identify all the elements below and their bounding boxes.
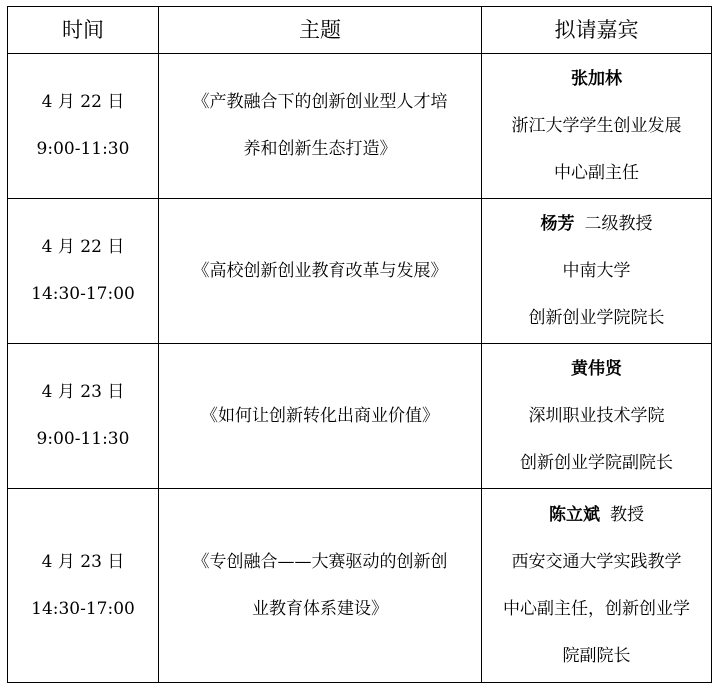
guest-header <box>482 346 711 393</box>
topic-line: 《专创融合——大赛驱动的创新创 <box>192 551 448 572</box>
table-row <box>8 489 712 683</box>
header-time: 时间 <box>8 7 159 54</box>
time-text: 14:30-17:00 <box>31 598 135 619</box>
guest-title: 二级教授 <box>584 213 653 234</box>
time-text: 9:00-11:30 <box>36 139 130 159</box>
header-guest: 拟请嘉宾 <box>482 7 712 54</box>
guest-line: 西安交通大学实践教学 <box>511 551 682 572</box>
header-row <box>8 7 712 54</box>
guest-line: 院副院长 <box>562 645 631 666</box>
guest-name: 杨芳 <box>540 213 575 234</box>
table-row <box>8 344 712 489</box>
topic-line: 养和创新生态打造》 <box>243 139 397 159</box>
time-text: 14:30-17:00 <box>31 284 135 304</box>
time-text: 9:00-11:30 <box>36 429 130 449</box>
table-row <box>8 199 712 344</box>
guest-line: 深圳职业技术学院 <box>528 405 665 426</box>
guest-name: 黄伟贤 <box>571 358 622 379</box>
guest-title: 教授 <box>610 504 644 525</box>
guest-header <box>482 492 711 539</box>
date-text: 4 月 22 日 <box>41 92 125 112</box>
topic-line: 业教育体系建设》 <box>252 598 388 619</box>
topic-line: 《如何让创新转化出商业价值》 <box>201 405 439 426</box>
topic-cell <box>159 489 482 683</box>
guest-name: 张加林 <box>571 68 622 89</box>
time-cell <box>8 199 159 344</box>
topic-cell <box>159 54 482 199</box>
topic-cell <box>159 199 482 344</box>
guest-cell <box>482 199 712 344</box>
guest-line: 中南大学 <box>562 260 631 281</box>
guest-cell <box>482 489 712 683</box>
guest-line: 创新创业学院院长 <box>528 307 665 328</box>
topic-cell <box>159 344 482 489</box>
guest-cell <box>482 344 712 489</box>
guest-line: 中心副主任 <box>554 162 639 183</box>
header-topic: 主题 <box>159 7 482 54</box>
topic-line: 《高校创新创业教育改革与发展》 <box>192 260 448 281</box>
topic-line: 《产教融合下的创新创业型人才培 <box>192 92 448 112</box>
date-text: 4 月 22 日 <box>41 237 125 257</box>
date-text: 4 月 23 日 <box>41 382 125 402</box>
date-text: 4 月 23 日 <box>41 551 125 572</box>
guest-name: 陈立斌 <box>549 504 600 525</box>
time-cell <box>8 344 159 489</box>
time-cell <box>8 489 159 683</box>
guest-line: 浙江大学学生创业发展 <box>511 115 682 136</box>
guest-header <box>482 56 711 103</box>
guest-line: 中心副主任，创新创业学 <box>503 598 690 619</box>
guest-cell <box>482 54 712 199</box>
table-row <box>8 54 712 199</box>
guest-line: 创新创业学院副院长 <box>520 452 673 473</box>
guest-header <box>482 201 711 248</box>
time-cell <box>8 54 159 199</box>
schedule-table <box>7 6 712 683</box>
